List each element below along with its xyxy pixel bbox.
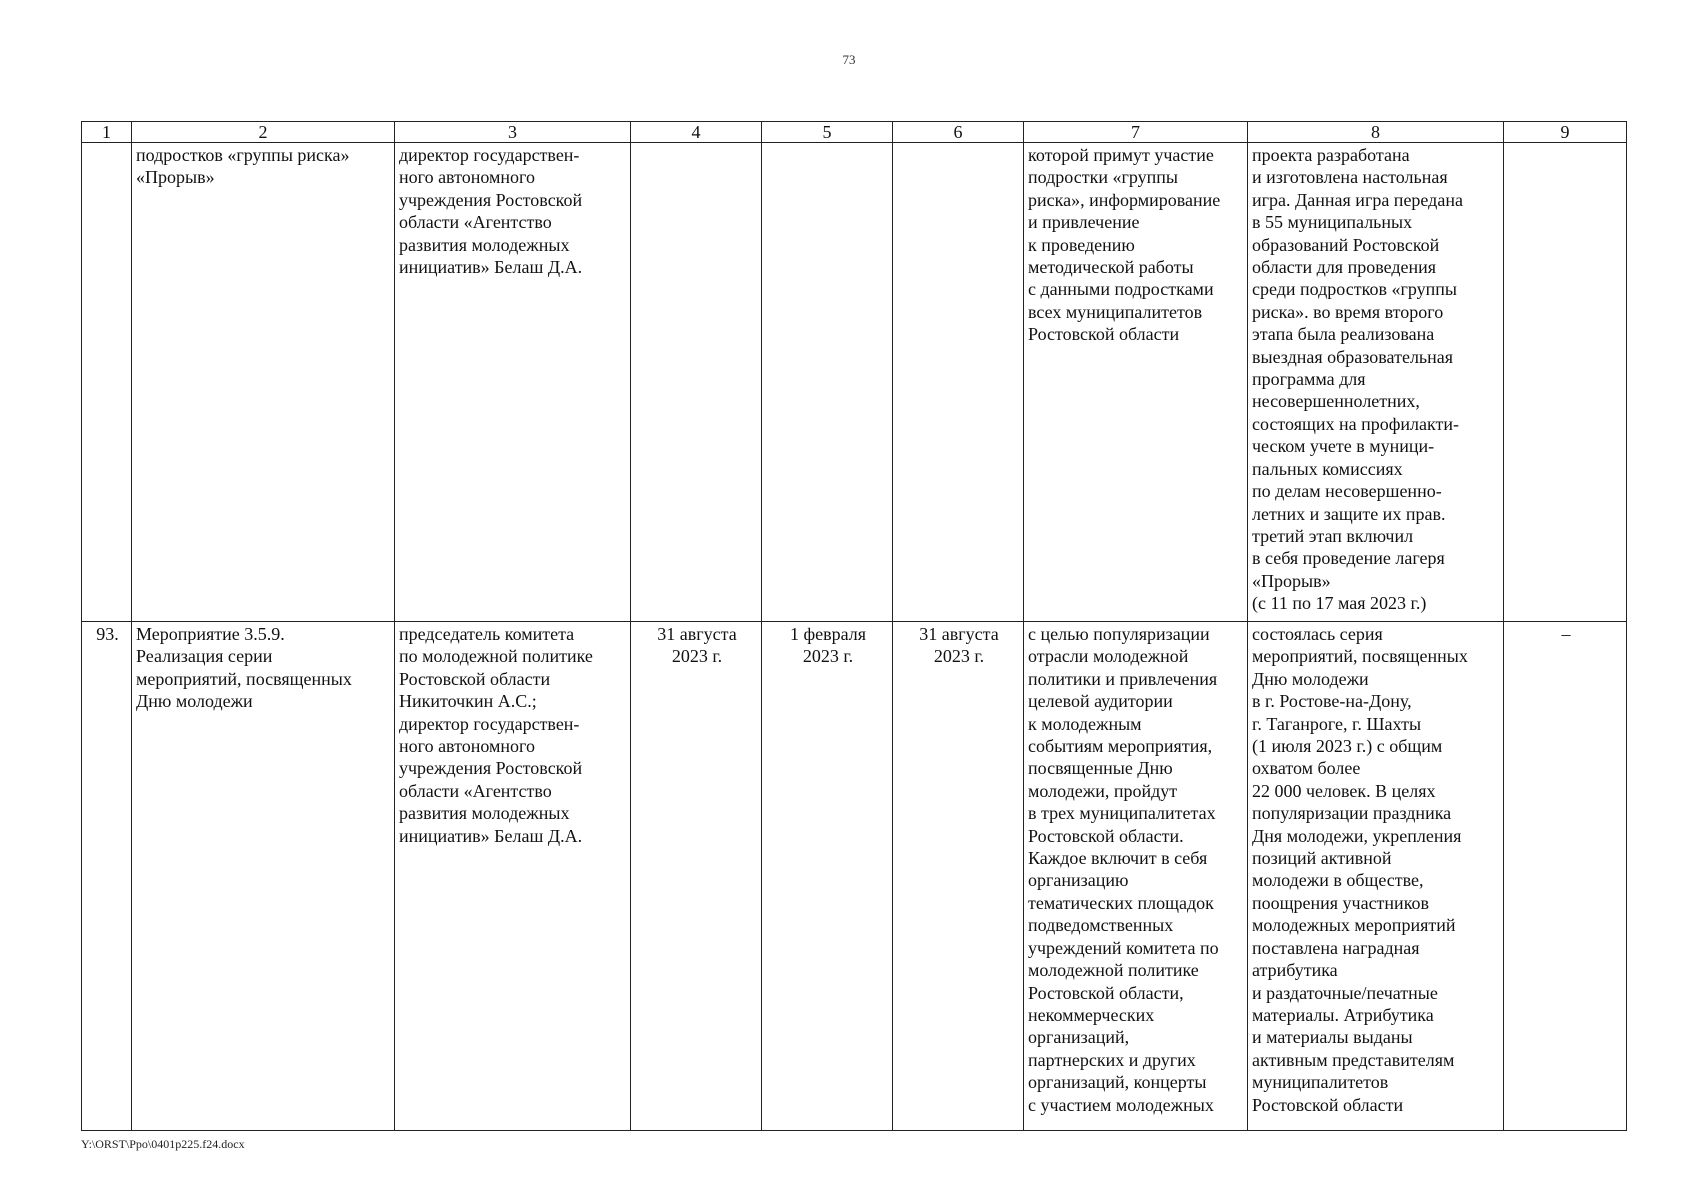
event-name-cell: Мероприятие 3.5.9. Реализация серии мероприятий, посвященных Дню молодежи xyxy=(132,622,395,1131)
event-name-cell: подростков «группы риска» «Прорыв» xyxy=(132,143,395,622)
responsible-cell: председатель комитета по молодежной политике Ростовской области Никиточкин А.С.; директор государствен- ного автономного учреждения Ростовской области «Агентство развития молодежных инициатив» Белаш Д.А. xyxy=(395,622,631,1131)
page-number: 73 xyxy=(842,52,856,67)
date-cell: 31 августа 2023 г. xyxy=(893,622,1024,1131)
table-row xyxy=(82,622,1627,1131)
actual-result-cell: проекта разработана и изготовлена настольная игра. Данная игра передана в 55 муниципальных образований Ростовской области для проведения среди подростков «группы риска». во время второго этапа была реализована выездная образовательная программа для несовершеннолетних, состоящих на профилакти- ческом учете в муници- пальных комиссиях по делам несовершенно- летних и защите их прав. третий этап включил в себя проведение лагеря «Прорыв» (с 11 по 17 мая 2023 г.) xyxy=(1248,143,1504,622)
row-number-cell: 93. xyxy=(82,622,132,1131)
expected-result-cell: с целью популяризации отрасли молодежной политики и привлечения целевой аудитории к молодежным событиям мероприятия, посвященные Дню молодежи, пройдут в трех муниципалитетах Ростовской области. Каждое включит в себя организацию тематических площадок подведомственных учреждений комитета по молодежной политике Ростовской области, некоммерческих организаций, партнерских и других организаций, концерты с участием молодежных xyxy=(1024,622,1248,1131)
date-cell xyxy=(631,143,762,622)
expected-result-cell: которой примут участие подростки «группы риска», информирование и привлечение к проведению методической работы с данными подростками всех муниципалитетов Ростовской области xyxy=(1024,143,1248,622)
column-header: 9 xyxy=(1504,122,1627,143)
column-header: 3 xyxy=(395,122,631,143)
responsible-cell: директор государствен- ного автономного учреждения Ростовской области «Агентство развития молодежных инициатив» Белаш Д.А. xyxy=(395,143,631,622)
notes-cell: – xyxy=(1504,622,1627,1131)
column-header: 8 xyxy=(1248,122,1504,143)
column-header: 6 xyxy=(893,122,1024,143)
column-header: 1 xyxy=(82,122,132,143)
row-number-cell xyxy=(82,143,132,622)
date-cell: 31 августа 2023 г. xyxy=(631,622,762,1131)
notes-cell xyxy=(1504,143,1627,622)
date-cell: 1 февраля 2023 г. xyxy=(762,622,893,1131)
actual-result-cell: состоялась серия мероприятий, посвященных Дню молодежи в г. Ростове-на-Дону, г. Таганроге, г. Шахты (1 июля 2023 г.) с общим охватом более 22 000 человек. В целях популяризации праздника Дня молодежи, укрепления позиций активной молодежи в обществе, поощрения участников молодежных мероприятий поставлена наградная атрибутика и раздаточные/печатные материалы. Атрибутика и материалы выданы активным представителям муниципалитетов Ростовской области xyxy=(1248,622,1504,1131)
date-cell xyxy=(762,143,893,622)
header-row xyxy=(82,122,1627,143)
file-path-footer: Y:\ORST\Ppo\0401p225.f24.docx xyxy=(81,1137,245,1151)
report-table xyxy=(81,121,1627,1131)
column-header: 4 xyxy=(631,122,762,143)
column-header: 2 xyxy=(132,122,395,143)
column-header: 5 xyxy=(762,122,893,143)
table-row xyxy=(82,143,1627,622)
column-header: 7 xyxy=(1024,122,1248,143)
date-cell xyxy=(893,143,1024,622)
